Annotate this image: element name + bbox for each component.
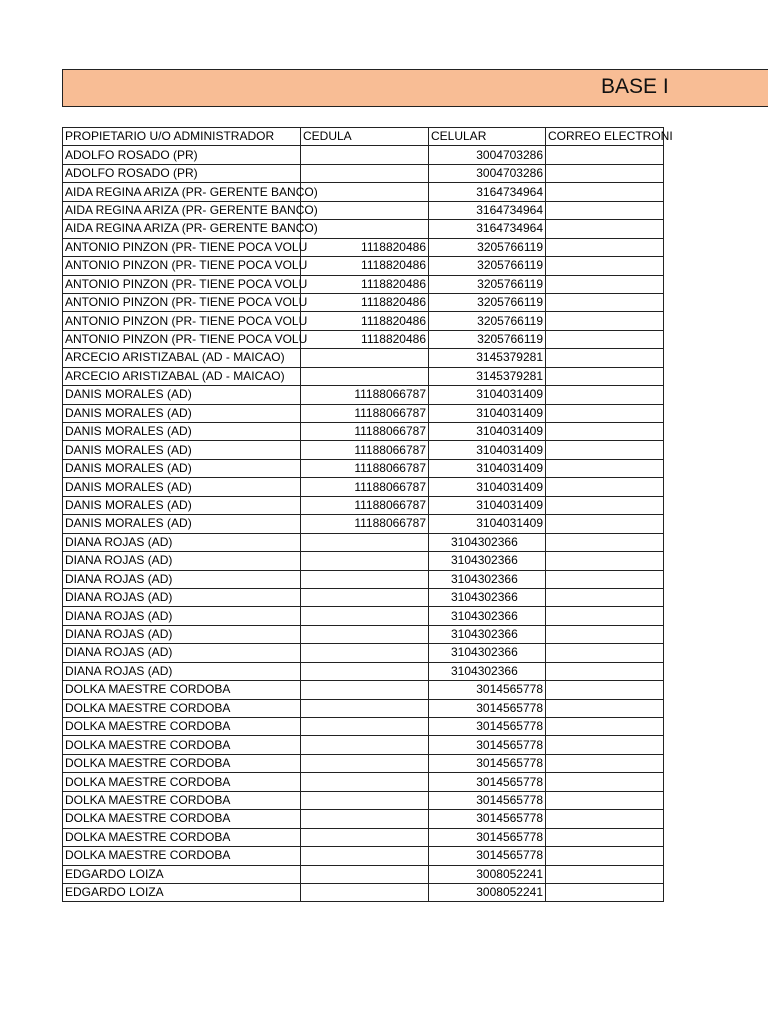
celular-cell[interactable]: 3104031409 [429, 441, 546, 459]
owner-cell[interactable]: DIANA ROJAS (AD) [63, 644, 301, 662]
table-row [63, 220, 664, 238]
correo-cell[interactable] [546, 883, 664, 901]
correo-cell[interactable] [546, 367, 664, 385]
header-cedula[interactable]: CEDULA [301, 128, 429, 146]
celular-cell[interactable]: 3164734964 [429, 220, 546, 238]
table-row [63, 367, 664, 385]
correo-cell[interactable] [546, 496, 664, 514]
celular-cell[interactable]: 3014565778 [429, 847, 546, 865]
celular-cell[interactable]: 3014565778 [429, 828, 546, 846]
correo-cell[interactable] [546, 257, 664, 275]
cedula-cell[interactable] [301, 865, 429, 883]
owner-cell[interactable]: DANIS MORALES (AD) [63, 496, 301, 514]
cedula-cell[interactable]: 11188066787 [301, 478, 429, 496]
table-row [63, 257, 664, 275]
correo-cell[interactable] [546, 220, 664, 238]
table-row [63, 515, 664, 533]
correo-cell[interactable] [546, 238, 664, 256]
cedula-cell[interactable] [301, 773, 429, 791]
owner-cell[interactable]: DOLKA MAESTRE CORDOBA [63, 810, 301, 828]
celular-cell[interactable]: 3145379281 [429, 367, 546, 385]
correo-cell[interactable] [546, 736, 664, 754]
table-row [63, 625, 664, 643]
cedula-cell[interactable] [301, 810, 429, 828]
celular-cell[interactable]: 3205766119 [429, 330, 546, 348]
celular-cell[interactable]: 3008052241 [429, 865, 546, 883]
table-row [63, 441, 664, 459]
owner-cell[interactable]: ADOLFO ROSADO (PR) [63, 164, 301, 182]
cedula-cell[interactable] [301, 681, 429, 699]
table-row [63, 773, 664, 791]
correo-cell[interactable] [546, 828, 664, 846]
table-row [63, 183, 664, 201]
correo-cell[interactable] [546, 478, 664, 496]
celular-cell[interactable]: 3014565778 [429, 736, 546, 754]
correo-cell[interactable] [546, 754, 664, 772]
owner-cell[interactable]: DANIS MORALES (AD) [63, 423, 301, 441]
owner-cell[interactable]: ANTONIO PINZON (PR- TIENE POCA VOLU [63, 238, 301, 256]
owner-cell[interactable]: DIANA ROJAS (AD) [63, 533, 301, 551]
correo-cell[interactable] [546, 146, 664, 164]
celular-cell[interactable]: 3014565778 [429, 773, 546, 791]
cedula-cell[interactable] [301, 607, 429, 625]
celular-cell[interactable]: 3008052241 [429, 883, 546, 901]
celular-cell[interactable]: 3104031409 [429, 423, 546, 441]
owner-cell[interactable]: ARCECIO ARISTIZABAL (AD - MAICAO) [63, 367, 301, 385]
celular-cell[interactable]: 3004703286 [429, 164, 546, 182]
celular-cell[interactable]: 3205766119 [429, 293, 546, 311]
celular-cell[interactable]: 3104302366 [429, 644, 546, 662]
table-row [63, 201, 664, 219]
cedula-cell[interactable] [301, 699, 429, 717]
cedula-cell[interactable] [301, 220, 429, 238]
owner-cell[interactable]: DOLKA MAESTRE CORDOBA [63, 718, 301, 736]
correo-cell[interactable] [546, 533, 664, 551]
celular-cell[interactable]: 3104302366 [429, 588, 546, 606]
table-row [63, 478, 664, 496]
correo-cell[interactable] [546, 293, 664, 311]
correo-cell[interactable] [546, 423, 664, 441]
table-row [63, 238, 664, 256]
table-row [63, 146, 664, 164]
table-row [63, 883, 664, 901]
celular-cell[interactable]: 3104031409 [429, 515, 546, 533]
celular-cell[interactable]: 3104302366 [429, 607, 546, 625]
owner-cell[interactable]: DANIS MORALES (AD) [63, 404, 301, 422]
cedula-cell[interactable] [301, 588, 429, 606]
owner-cell[interactable]: DIANA ROJAS (AD) [63, 625, 301, 643]
cedula-cell[interactable]: 11188066787 [301, 459, 429, 477]
table-row [63, 662, 664, 680]
header-row [63, 128, 664, 146]
cedula-cell[interactable] [301, 883, 429, 901]
table-row [63, 404, 664, 422]
correo-cell[interactable] [546, 275, 664, 293]
correo-cell[interactable] [546, 330, 664, 348]
owner-cell[interactable]: DIANA ROJAS (AD) [63, 662, 301, 680]
table-row [63, 423, 664, 441]
cedula-cell[interactable] [301, 736, 429, 754]
correo-cell[interactable] [546, 662, 664, 680]
table-row [63, 293, 664, 311]
cedula-cell[interactable]: 11188066787 [301, 496, 429, 514]
cedula-cell[interactable]: 11188066787 [301, 441, 429, 459]
cedula-cell[interactable] [301, 718, 429, 736]
celular-cell[interactable]: 3104031409 [429, 478, 546, 496]
celular-cell[interactable]: 3104031409 [429, 404, 546, 422]
celular-cell[interactable]: 3104031409 [429, 496, 546, 514]
correo-cell[interactable] [546, 644, 664, 662]
owner-cell[interactable]: ANTONIO PINZON (PR- TIENE POCA VOLU [63, 257, 301, 275]
owner-cell[interactable]: DANIS MORALES (AD) [63, 441, 301, 459]
table-row [63, 865, 664, 883]
correo-cell[interactable] [546, 810, 664, 828]
celular-cell[interactable]: 3205766119 [429, 238, 546, 256]
owner-cell[interactable]: ARCECIO ARISTIZABAL (AD - MAICAO) [63, 349, 301, 367]
cedula-cell[interactable] [301, 552, 429, 570]
correo-cell[interactable] [546, 312, 664, 330]
table-row [63, 330, 664, 348]
celular-cell[interactable]: 3014565778 [429, 718, 546, 736]
cedula-cell[interactable] [301, 644, 429, 662]
celular-cell[interactable]: 3104302366 [429, 552, 546, 570]
header-celular[interactable]: CELULAR [429, 128, 546, 146]
cedula-cell[interactable] [301, 533, 429, 551]
cedula-cell[interactable]: 1118820486 [301, 238, 429, 256]
correo-cell[interactable] [546, 625, 664, 643]
table-row [63, 718, 664, 736]
owner-cell[interactable]: DIANA ROJAS (AD) [63, 607, 301, 625]
owner-cell[interactable]: DIANA ROJAS (AD) [63, 570, 301, 588]
correo-cell[interactable] [546, 201, 664, 219]
owner-cell[interactable]: DIANA ROJAS (AD) [63, 588, 301, 606]
owner-cell[interactable]: DANIS MORALES (AD) [63, 459, 301, 477]
table-row [63, 828, 664, 846]
table-row [63, 164, 664, 182]
table-row [63, 552, 664, 570]
table-row [63, 810, 664, 828]
celular-cell[interactable]: 3104302366 [429, 662, 546, 680]
table-row [63, 386, 664, 404]
correo-cell[interactable] [546, 552, 664, 570]
owner-cell[interactable]: DOLKA MAESTRE CORDOBA [63, 681, 301, 699]
sheet-title: BASE I [601, 75, 669, 98]
owner-cell[interactable]: AIDA REGINA ARIZA (PR- GERENTE BANCO) [63, 201, 301, 219]
correo-cell[interactable] [546, 681, 664, 699]
table-row [63, 496, 664, 514]
cedula-cell[interactable]: 1118820486 [301, 257, 429, 275]
correo-cell[interactable] [546, 441, 664, 459]
owner-cell[interactable]: EDGARDO LOIZA [63, 865, 301, 883]
table-row [63, 607, 664, 625]
table-row [63, 699, 664, 717]
owner-cell[interactable]: DOLKA MAESTRE CORDOBA [63, 754, 301, 772]
celular-cell[interactable]: 3014565778 [429, 810, 546, 828]
table-row [63, 754, 664, 772]
correo-cell[interactable] [546, 588, 664, 606]
header-owner[interactable]: PROPIETARIO U/O ADMINISTRADOR [63, 128, 301, 146]
table-row [63, 847, 664, 865]
celular-cell[interactable]: 3104031409 [429, 386, 546, 404]
correo-cell[interactable] [546, 515, 664, 533]
owner-cell[interactable]: ANTONIO PINZON (PR- TIENE POCA VOLU [63, 293, 301, 311]
owner-cell[interactable]: DOLKA MAESTRE CORDOBA [63, 847, 301, 865]
owner-cell[interactable]: ADOLFO ROSADO (PR) [63, 146, 301, 164]
celular-cell[interactable]: 3014565778 [429, 791, 546, 809]
celular-cell[interactable]: 3205766119 [429, 257, 546, 275]
owner-cell[interactable]: DIANA ROJAS (AD) [63, 552, 301, 570]
correo-cell[interactable] [546, 847, 664, 865]
celular-cell[interactable]: 3145379281 [429, 349, 546, 367]
table-row [63, 275, 664, 293]
table-row [63, 736, 664, 754]
correo-cell[interactable] [546, 164, 664, 182]
title-banner [62, 69, 768, 107]
cedula-cell[interactable]: 11188066787 [301, 404, 429, 422]
owner-cell[interactable]: ANTONIO PINZON (PR- TIENE POCA VOLU [63, 330, 301, 348]
cedula-cell[interactable] [301, 570, 429, 588]
cedula-cell[interactable] [301, 662, 429, 680]
cedula-cell[interactable]: 11188066787 [301, 515, 429, 533]
celular-cell[interactable]: 3104302366 [429, 625, 546, 643]
cedula-cell[interactable] [301, 146, 429, 164]
cedula-cell[interactable] [301, 367, 429, 385]
cedula-cell[interactable] [301, 828, 429, 846]
table-row [63, 312, 664, 330]
correo-cell[interactable] [546, 404, 664, 422]
owner-cell[interactable]: DOLKA MAESTRE CORDOBA [63, 828, 301, 846]
correo-cell[interactable] [546, 459, 664, 477]
cedula-cell[interactable]: 11188066787 [301, 423, 429, 441]
owner-cell[interactable]: AIDA REGINA ARIZA (PR- GERENTE BANCO) [63, 220, 301, 238]
cedula-cell[interactable] [301, 791, 429, 809]
correo-cell[interactable] [546, 865, 664, 883]
table-row [63, 588, 664, 606]
owner-cell[interactable]: DANIS MORALES (AD) [63, 515, 301, 533]
correo-cell[interactable] [546, 699, 664, 717]
cedula-cell[interactable] [301, 183, 429, 201]
celular-cell[interactable]: 3014565778 [429, 754, 546, 772]
owner-cell[interactable]: DOLKA MAESTRE CORDOBA [63, 736, 301, 754]
owners-table [62, 127, 673, 902]
celular-cell[interactable]: 3164734964 [429, 201, 546, 219]
owner-cell[interactable]: ANTONIO PINZON (PR- TIENE POCA VOLU [63, 275, 301, 293]
cedula-cell[interactable] [301, 625, 429, 643]
celular-cell[interactable]: 3164734964 [429, 183, 546, 201]
table-row [63, 791, 664, 809]
cedula-cell[interactable]: 1118820486 [301, 330, 429, 348]
owner-cell[interactable]: ANTONIO PINZON (PR- TIENE POCA VOLU [63, 312, 301, 330]
owner-cell[interactable]: DOLKA MAESTRE CORDOBA [63, 773, 301, 791]
celular-cell[interactable]: 3205766119 [429, 275, 546, 293]
owner-cell[interactable]: AIDA REGINA ARIZA (PR- GERENTE BANCO) [63, 183, 301, 201]
correo-cell[interactable] [546, 791, 664, 809]
cedula-cell[interactable]: 1118820486 [301, 312, 429, 330]
correo-cell[interactable] [546, 718, 664, 736]
cedula-cell[interactable] [301, 847, 429, 865]
celular-cell[interactable]: 3004703286 [429, 146, 546, 164]
cedula-cell[interactable] [301, 754, 429, 772]
cedula-cell[interactable] [301, 201, 429, 219]
table-row [63, 349, 664, 367]
header-correo[interactable]: CORREO ELECTRONI [546, 128, 664, 146]
celular-cell[interactable]: 3104302366 [429, 533, 546, 551]
correo-cell[interactable] [546, 570, 664, 588]
table-row [63, 681, 664, 699]
cedula-cell[interactable]: 1118820486 [301, 275, 429, 293]
correo-cell[interactable] [546, 607, 664, 625]
celular-cell[interactable]: 3014565778 [429, 681, 546, 699]
table-row [63, 533, 664, 551]
table-row [63, 570, 664, 588]
celular-cell[interactable]: 3205766119 [429, 312, 546, 330]
owner-cell[interactable]: DOLKA MAESTRE CORDOBA [63, 791, 301, 809]
cedula-cell[interactable] [301, 164, 429, 182]
correo-cell[interactable] [546, 386, 664, 404]
cedula-cell[interactable]: 1118820486 [301, 293, 429, 311]
owner-cell[interactable]: DANIS MORALES (AD) [63, 386, 301, 404]
table-row [63, 459, 664, 477]
cedula-cell[interactable]: 11188066787 [301, 386, 429, 404]
cedula-cell[interactable] [301, 349, 429, 367]
correo-cell[interactable] [546, 349, 664, 367]
correo-cell[interactable] [546, 183, 664, 201]
celular-cell[interactable]: 3014565778 [429, 699, 546, 717]
owner-cell[interactable]: EDGARDO LOIZA [63, 883, 301, 901]
table-row [63, 644, 664, 662]
owner-cell[interactable]: DOLKA MAESTRE CORDOBA [63, 699, 301, 717]
celular-cell[interactable]: 3104302366 [429, 570, 546, 588]
correo-cell[interactable] [546, 773, 664, 791]
celular-cell[interactable]: 3104031409 [429, 459, 546, 477]
owner-cell[interactable]: DANIS MORALES (AD) [63, 478, 301, 496]
